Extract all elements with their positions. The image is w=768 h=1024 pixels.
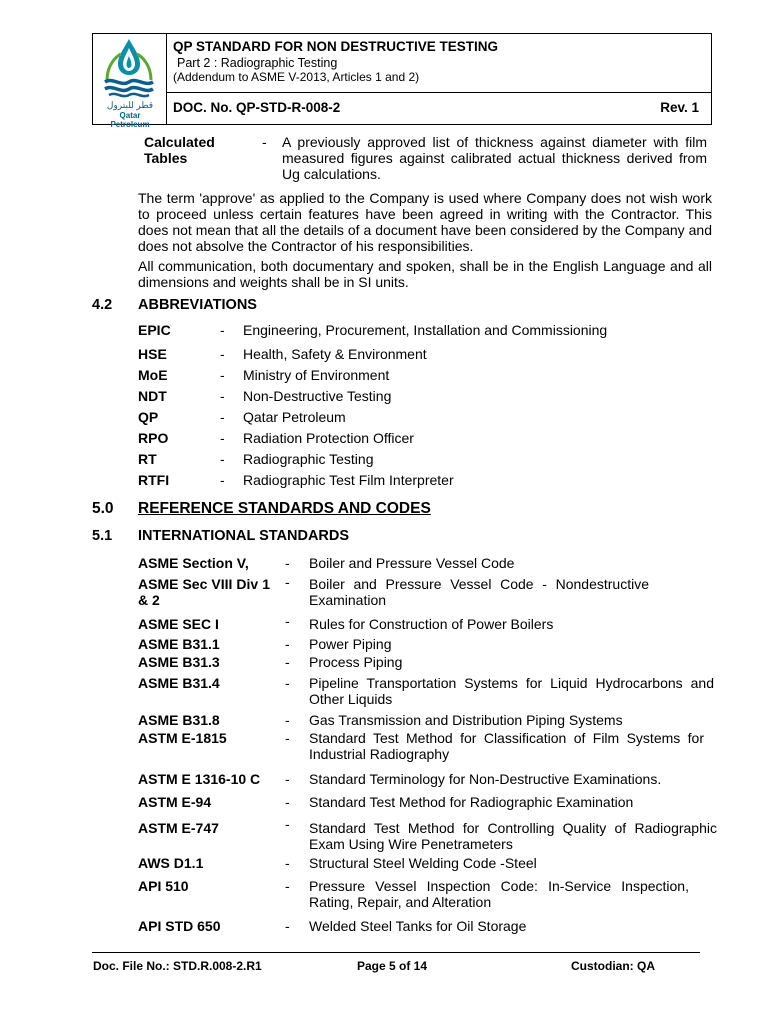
document-number: DOC. No. QP-STD-R-008-2 <box>173 100 341 115</box>
document-header <box>92 33 712 129</box>
paragraph-approve: The term 'approve' as applied to the Company is used where Company does not wish work to proceed unless certain features have been agreed in writing with the Contractor. This does not mean that all the details of a document have been considered by the Company and does not absolve the Contractor of his responsibilities. <box>138 190 712 254</box>
standard-dash: - <box>285 878 290 894</box>
standard-desc: Boiler and Pressure Vessel Code - Nondestructive Examination <box>309 576 649 608</box>
revision-number: Rev. 1 <box>660 100 699 115</box>
abbr-meaning: Health, Safety & Environment <box>243 346 427 362</box>
abbr-dash: - <box>220 472 225 488</box>
standard-dash: - <box>285 574 290 590</box>
standard-desc: Standard Terminology for Non-Destructive Examinations. <box>309 771 662 787</box>
abbr-dash: - <box>220 322 225 338</box>
standard-code: AWS D1.1 <box>138 855 204 871</box>
standard-desc: Standard Test Method for Classification of Film Systems for Industrial Radiography <box>309 730 704 762</box>
standard-code: ASME B31.3 <box>138 654 220 670</box>
section-title-abbreviations: ABBREVIATIONS <box>138 297 257 313</box>
standard-code: ASTM E-747 <box>138 820 219 836</box>
calc-term-line2: Tables <box>144 150 188 166</box>
abbr-code: MoE <box>138 367 168 383</box>
logo-english-text: Qatar Petroleum <box>110 111 150 129</box>
abbr-code: RT <box>138 451 157 467</box>
footer-custodian: Custodian: QA <box>571 959 655 973</box>
standard-code: ASME B31.8 <box>138 712 220 728</box>
standard-dash: - <box>285 816 290 832</box>
section-title-international-standards: INTERNATIONAL STANDARDS <box>138 528 350 544</box>
standard-desc: Pipeline Transportation Systems for Liquid Hydrocarbons and Other Liquids <box>309 675 714 707</box>
section-title-reference-standards: REFERENCE STANDARDS AND CODES <box>138 500 431 517</box>
standard-dash: - <box>285 636 290 652</box>
abbr-meaning: Radiographic Testing <box>243 451 374 467</box>
standard-code: ASTM E-1815 <box>138 730 227 746</box>
paragraph-communication: All communication, both documentary and spoken, shall be in the English Language and all dimensions and weights shall be in SI units. <box>138 258 712 290</box>
abbr-meaning: Engineering, Procurement, Installation and Commissioning <box>243 322 608 338</box>
footer-divider <box>92 952 700 953</box>
abbr-code: HSE <box>138 346 167 362</box>
logo-cell <box>93 34 167 129</box>
standard-code: ASME SEC I <box>138 616 219 632</box>
standard-addendum: (Addendum to ASME V-2013, Articles 1 and 2) <box>173 70 420 84</box>
standard-dash: - <box>285 855 290 871</box>
standard-desc: Pressure Vessel Inspection Code: In-Service Inspection, Rating, Repair, and Alteration <box>309 878 689 910</box>
section-number-4-2: 4.2 <box>92 297 113 313</box>
footer-doc-file: Doc. File No.: STD.R.008-2.R1 <box>93 959 262 973</box>
qatar-petroleum-logo-icon <box>93 34 166 100</box>
abbr-code: QP <box>138 409 159 425</box>
standard-desc: Welded Steel Tanks for Oil Storage <box>309 918 527 934</box>
standard-title: QP STANDARD FOR NON DESTRUCTIVE TESTING <box>173 39 499 54</box>
abbr-code: NDT <box>138 388 167 404</box>
standard-dash: - <box>285 730 290 746</box>
abbr-meaning: Radiographic Test Film Interpreter <box>243 472 454 488</box>
abbr-dash: - <box>220 367 225 383</box>
standard-code: ASME B31.4 <box>138 675 220 691</box>
abbr-code: RTFI <box>138 472 170 488</box>
standard-desc: Gas Transmission and Distribution Piping Systems <box>309 712 623 728</box>
logo-arabic-text: قطر للبترول <box>106 100 154 110</box>
standard-code: API 510 <box>138 878 189 894</box>
standard-dash: - <box>285 613 290 629</box>
standard-desc: Standard Test Method for Radiographic Examination <box>309 794 634 810</box>
abbr-code: RPO <box>138 430 169 446</box>
abbr-dash: - <box>220 388 225 404</box>
standard-desc: Rules for Construction of Power Boilers <box>309 616 554 632</box>
calc-dash: - <box>262 134 267 150</box>
standard-dash: - <box>285 771 290 787</box>
section-number-5-1: 5.1 <box>92 528 113 544</box>
abbr-dash: - <box>220 409 225 425</box>
footer-page-number: Page 5 of 14 <box>357 959 428 973</box>
abbr-meaning: Radiation Protection Officer <box>243 430 414 446</box>
standard-desc: Power Piping <box>309 636 392 652</box>
section-number-5-0: 5.0 <box>92 500 114 517</box>
standard-desc: Process Piping <box>309 654 403 670</box>
standard-dash: - <box>285 918 290 934</box>
standard-dash: - <box>285 654 290 670</box>
standard-dash: - <box>285 555 290 571</box>
standard-code: ASME Section V, <box>138 555 249 571</box>
standard-code: API STD 650 <box>138 918 221 934</box>
standard-desc: Boiler and Pressure Vessel Code <box>309 555 515 571</box>
abbr-dash: - <box>220 346 225 362</box>
calc-definition: A previously approved list of thickness against diameter with film measured figures against calibrated actual thickness derived from Ug calculations. <box>282 134 707 182</box>
standard-dash: - <box>285 712 290 728</box>
abbr-code: EPIC <box>138 322 171 338</box>
abbr-meaning: Qatar Petroleum <box>243 409 346 425</box>
abbr-meaning: Non-Destructive Testing <box>243 388 392 404</box>
standard-code: ASTM E-94 <box>138 794 212 810</box>
standard-desc: Structural Steel Welding Code -Steel <box>309 855 537 871</box>
standard-desc: Standard Test Method for Controlling Quality of Radiographic Exam Using Wire Penetrameters <box>309 820 717 852</box>
standard-code: ASME B31.1 <box>138 636 220 652</box>
calc-term-line1: Calculated <box>144 134 215 150</box>
header-divider <box>166 92 711 93</box>
standard-dash: - <box>285 794 290 810</box>
abbr-meaning: Ministry of Environment <box>243 367 390 383</box>
standard-code: ASME Sec VIII Div 1 & 2 <box>138 576 270 608</box>
standard-dash: - <box>285 675 290 691</box>
abbr-dash: - <box>220 451 225 467</box>
abbr-dash: - <box>220 430 225 446</box>
standard-code: ASTM E 1316-10 C <box>138 771 261 787</box>
standard-part: Part 2 : Radiographic Testing <box>177 56 338 70</box>
